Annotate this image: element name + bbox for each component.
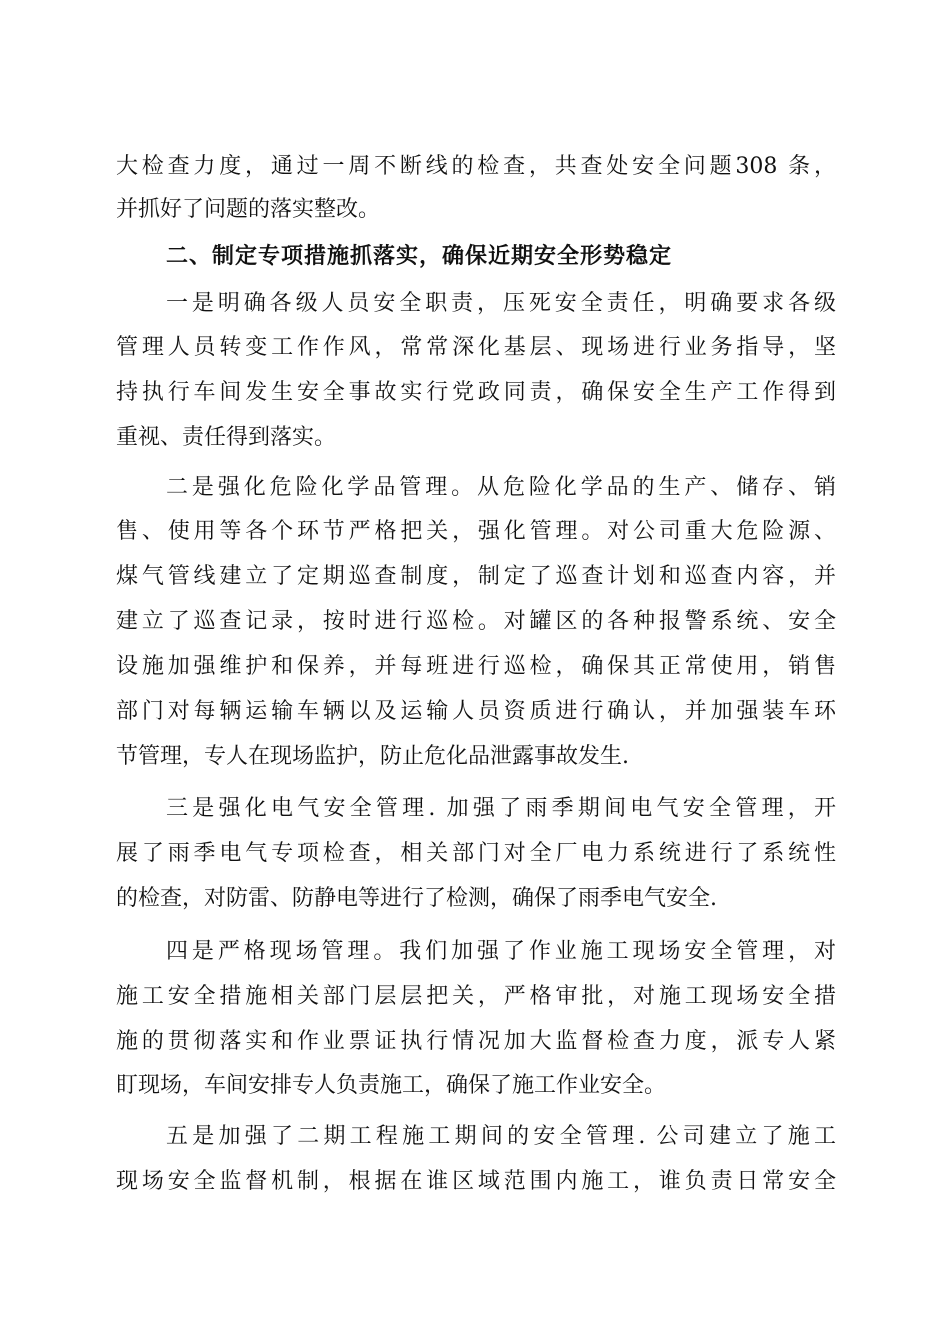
paragraph-first-line: 二是强化危险化学品管理。从危险化学品的生产、储存、销 <box>166 475 836 500</box>
section-heading: 二、制定专项措施抓落实，确保近期安全形势稳定 <box>166 244 673 269</box>
body-line: 施的贯彻落实和作业票证执行情况加大监督检查力度，派专人紧 <box>116 1029 836 1054</box>
paragraph-first-line: 四是严格现场管理。我们加强了作业施工现场安全管理，对 <box>166 939 836 964</box>
paragraph-first-line: 五是加强了二期工程施工期间的安全管理. 公司建立了施工 <box>166 1124 836 1149</box>
body-line: 煤气管线建立了定期巡查制度，制定了巡查计划和巡查内容，并 <box>116 564 836 589</box>
body-line: 展了雨季电气专项检查，相关部门对全厂电力系统进行了系统性 <box>116 841 836 866</box>
body-line: 持执行车间发生安全事故实行党政同责，确保安全生产工作得到 <box>116 380 836 405</box>
body-line: 建立了巡查记录，按时进行巡检。对罐区的各种报警系统、安全 <box>116 609 836 634</box>
body-line: 部门对每辆运输车辆以及运输人员资质进行确认，并加强装车环 <box>116 699 836 724</box>
body-line: 施工安全措施相关部门层层把关，严格审批，对施工现场安全措 <box>116 984 836 1009</box>
body-line: 的检查，对防雷、防静电等进行了检测，确保了雨季电气安全. <box>116 886 717 911</box>
body-line: 重视、责任得到落实。 <box>116 425 337 450</box>
paragraph-first-line: 一是明确各级人员安全职责，压死安全责任，明确要求各级 <box>166 291 836 316</box>
body-line: 设施加强维护和保养，并每班进行巡检，确保其正常使用，销售 <box>116 654 836 679</box>
body-line: 售、使用等各个环节严格把关，强化管理。对公司重大危险源、 <box>116 519 836 544</box>
body-line: 大检查力度，通过一周不断线的检查，共查处安全问题308 条， <box>116 154 836 179</box>
paragraph-first-line: 三是强化电气安全管理. 加强了雨季期间电气安全管理，开 <box>166 796 836 821</box>
body-line: 现场安全监督机制，根据在谁区域范围内施工，谁负责日常安全 <box>116 1169 836 1194</box>
body-line: 管理人员转变工作作风，常常深化基层、现场进行业务指导，坚 <box>116 335 836 360</box>
body-line: 并抓好了问题的落实整改。 <box>116 197 381 222</box>
body-line: 节管理，专人在现场监护，防止危化品泄露事故发生. <box>116 744 629 769</box>
body-line: 盯现场，车间安排专人负责施工，确保了施工作业安全。 <box>116 1073 667 1098</box>
